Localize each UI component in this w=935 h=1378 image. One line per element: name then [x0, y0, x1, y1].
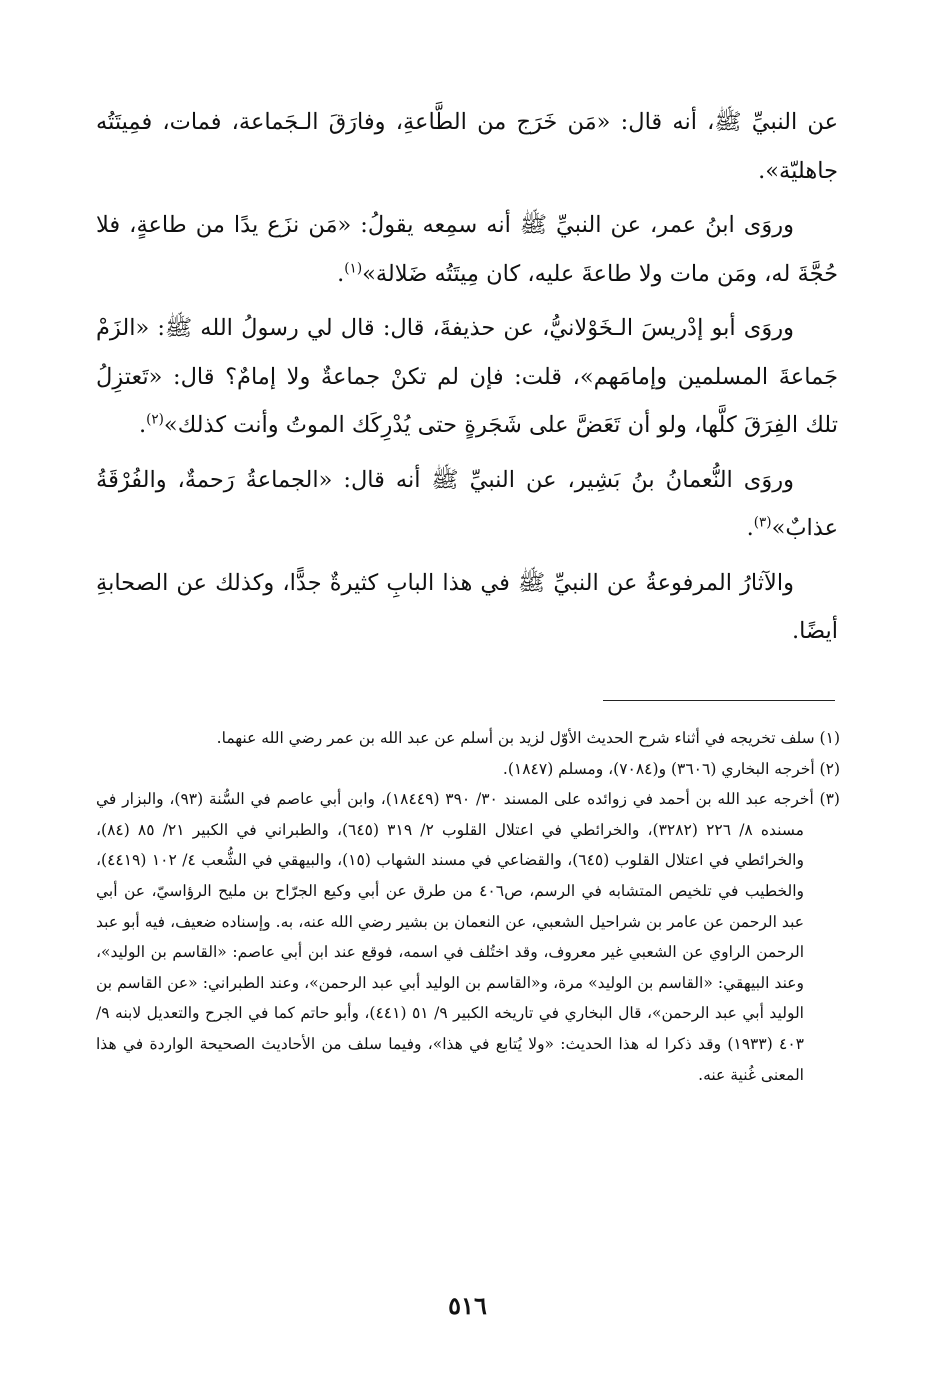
- paragraph-2-text: وروَى ابنُ عمر، عن النبيِّ ﷺ أنه سمِعه يقولُ: «مَن نزَع يدًا من طاعةٍ، فلا حُجَّةَ له، ومَن مات ولا طاعةَ عليه، كان مِيتَتُه ضَلالة»: [96, 212, 838, 287]
- footnotes-section: [96, 723, 840, 1090]
- paragraph-1: عن النبيِّ ﷺ، أنه قال: «مَن خَرَج من الطَّاعةِ، وفارَقَ الـجَماعة، فمات، فمِيتَتُه جاهليّة».: [96, 109, 838, 184]
- footnote-ref-3[interactable]: (٣): [753, 514, 772, 531]
- paragraph-2: [96, 201, 838, 298]
- paragraph-3: [96, 304, 838, 450]
- paragraph-4-text: وروَى النُّعمانُ بنُ بَشِير، عن النبيِّ ﷺ أنه قال: «الجماعةُ رَحمةٌ، والفُرْقَةُ عذابٌ»: [96, 466, 838, 541]
- paragraph-5: والآثارُ المرفوعةُ عن النبيِّ ﷺ في هذا البابِ كثيرةٌ جدًّا، وكذلك عن الصحابةِ أيضًا.: [96, 569, 838, 644]
- footnote-separator: [603, 700, 835, 701]
- paragraph-3-text: وروَى أبو إدْريسَ الـخَوْلانيُّ، عن حذيفةَ، قال: قال لي رسولُ الله ﷺ: «الزَمْ جَماعةَ المسلمين وإمامَهم»، قلت: فإن لم تكنْ جماعةٌ ولا إمامٌ؟ قال: «تَعتزِلُ تلك الفِرَقَ كلَّها، ولو أن تَعَضَّ على شَجَرةٍ حتى يُدْرِكَك الموتُ وأنت كذلك»: [96, 315, 838, 438]
- footnote-3: (٣) أخرجه عبد الله بن أحمد في زوائده على المسند ٣٠/ ٣٩٠ (١٨٤٤٩)، وابن أبي عاصم في السُّنة (٩٣)، والبزار في مسنده ٨/ ٢٢٦ (٣٢٨٢)، والخرائطي في اعتلال القلوب ٢/ ٣١٩ (٦٤٥)، والطبراني في الكبير ٢١/ ٨٥ (٨٤)، والخرائطي في اعتلال القلوب (٦٤٥)، والقضاعي في مسند الشهاب (١٥)، والبيهقي في الشُّعب ٤/ ١٠٢ (٤٤١٩)، والخطيب في تلخيص المتشابه في الرسم، ص٤٠٦ من طرق عن أبي وكيع الجرّاح بن مليح الرؤاسيّ، عن أبي عبد الرحمن عن عامر بن شراحيل الشعبي، عن النعمان بن بشير رضي الله عنه، به. وإسناده ضعيف، فيه أبو عبد الرحمن الراوي عن الشعبي غير معروف، وقد اختُلف في اسمه، فوقع عند ابن أبي عاصم: «القاسم بن الوليد»، وعند البيهقي: «القاسم بن الوليد» مرة، و«القاسم بن الوليد أبي عبد الرحمن»، وعند الطبراني: «عن القاسم بن الوليد أبي عبد الرحمن»، قال البخاري في تاريخه الكبير ٩/ ٥١ (٤٤١)، وأبو حاتم كما في الجرح والتعديل لابنه ٩/ ٤٠٣ (١٩٣٣) وقد ذكرا له هذا الحديث: «ولا يُتابع في هذا»، وفيما سلف من الأحاديث الصحيحة الواردة في هذا المعنى غُنية عنه.: [96, 790, 840, 1084]
- paragraph-3-end: .: [138, 412, 147, 438]
- footnote-1: (١) سلف تخريجه في أثناء شرح الحديث الأوّل لزيد بن أسلم عن عبد الله بن عمر رضي الله عنهما.: [216, 729, 840, 747]
- footnote-ref-2[interactable]: (٢): [146, 411, 164, 428]
- paragraph-4-end: .: [746, 515, 754, 541]
- page-number: ٥١٦: [448, 1291, 487, 1320]
- paragraph-2-end: .: [337, 260, 345, 287]
- main-text-body: [96, 98, 838, 662]
- paragraph-4: [96, 456, 838, 553]
- footnote-ref-1[interactable]: (١): [344, 260, 363, 276]
- footnote-2: (٢) أخرجه البخاري (٣٦٠٦) و(٧٠٨٤)، ومسلم (١٨٤٧).: [502, 759, 840, 778]
